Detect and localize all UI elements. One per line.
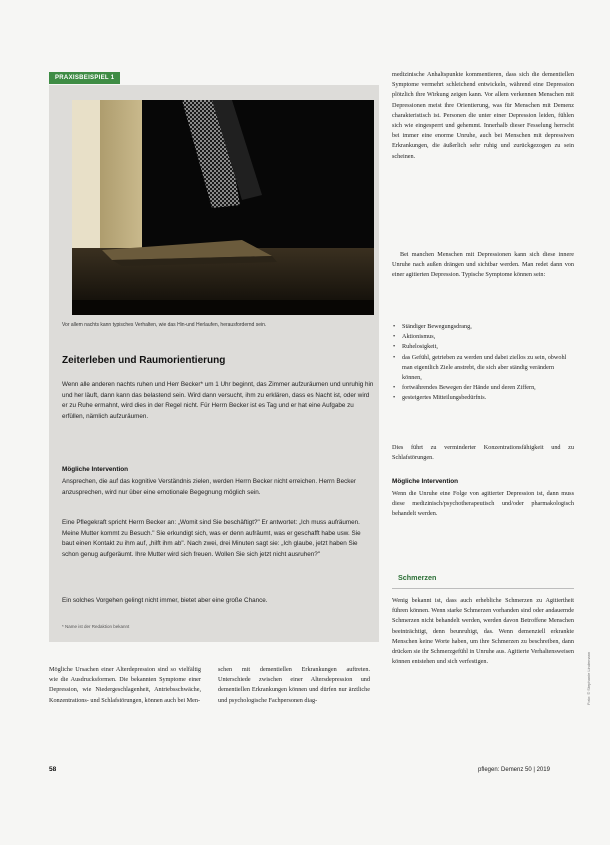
list-item: • Aktionismus, xyxy=(392,332,574,342)
symptom-list xyxy=(392,322,574,404)
list-item: • das Gefühl, getrieben zu werden und dabei ziellos zu sein, obwohl man eigentlich Ziele anstrebt, die sich aber ständig verändern können, xyxy=(392,353,574,384)
box-title: Zeiterleben und Raumorientierung xyxy=(62,355,226,366)
box-intro: Wenn alle anderen nachts ruhen und Herr Becker* um 1 Uhr beginnt, das Zimmer aufzuräumen und unruhig hin und her läuft, dann kann das belastend sein. Wird dann versucht, ihm zu erklären, dass es Nacht ist, oder wird er zu Ruhe ermahnt, wird dies in der Regel nicht. Für Herrn Becker ist es Tag und er hat eine Aufgabe zu erfüllen, nämlich aufzuräumen. xyxy=(62,381,374,420)
section-tag: PRAXISBEISPIEL 1 xyxy=(49,72,120,84)
list-item: • Ständiger Bewegungsdrang, xyxy=(392,322,574,332)
page-number: 58 xyxy=(49,766,57,773)
list-item: • fortwährendes Bewegen der Hände und deren Ziffern, xyxy=(392,383,574,393)
section-heading-schmerzen: Schmerzen xyxy=(398,573,437,582)
night-photo xyxy=(72,100,374,315)
right-paragraph-4: Wenn die Unruhe eine Folge von agitierter Depression ist, dann muss diese medizinisch/psychotherapeutisch und/oder pharmakologisch behandelt werden. xyxy=(392,490,574,518)
journal-name: pflegen: Demenz 50 | 2019 xyxy=(478,767,550,773)
box-paragraph-3: Eine Pflegekraft spricht Herrn Becker an: „Womit sind Sie beschäftigt?" Er antwortet: „Ich muss aufräumen. Meine Mutter kommt zu Besuch." Sie erkundigt sich, was er denn aufräumt, was er geschafft habe usw. Sie baut einen Kontakt zu ihm auf, „hilft ihm ab". Nach zwei, drei Minuten sagt sie: „Ich glaube, jetzt haben Sie schon genug aufgeräumt. Ihre Mutter wird sich freuen. Wollen Sie sich jetzt nicht ausruhen?" xyxy=(62,519,361,558)
box-footnote: * Name ist der Redaktion bekannt xyxy=(62,624,130,629)
photo-credit: Foto: © Stephanie Lindemann xyxy=(586,651,591,705)
bottom-column-2: schen mit dementiellen Erkrankungen auftreten. Unterschiede zwischen einer Altersdepression und dementiellen Erkrankungen können und dürfen nur ärztliche und psychologische Fachpersonen diag- xyxy=(218,666,370,704)
list-item: • Ruhelosigkeit, xyxy=(392,342,574,352)
right-paragraph-1: medizinische Anhaltspunkte kommentieren, dass sich die dementiellen Symptome vermehrt schleichend entwickeln, während eine Depression plötzlich ihre Wirkung zeigen kann. Vor allem verkennen Menschen mit Depressionen meist ihre Orientierung, was für Menschen mit Demenz charakteristisch ist. Personen die unter einer Depression leiden, fühlen sich wie eingesperrt und gehemmt. Innerhalb dieser Fesselung herrscht bei immer eine enorme Unruhe, auch bei Menschen mit depressiven Erkrankungen, die äußerlich sehr ruhig und zurückgezogen zu sein scheinen. xyxy=(392,71,574,160)
heading-divider xyxy=(392,588,574,589)
right-subheading: Mögliche Intervention xyxy=(392,478,459,485)
box-subheading: Mögliche Intervention xyxy=(62,466,129,473)
right-paragraph-2: Bei manchen Menschen mit Depressionen kann sich diese innere Unruhe nach außen drängen und sichtbar werden. Man redet dann von einer agitierten Depression. Typische Symptome können sein: xyxy=(392,251,574,279)
right-paragraph-5: Wenig bekannt ist, dass auch erhebliche Schmerzen zu Agitiertheit führen können. Wenn starke Schmerzen vorhanden sind oder andauernde Schmerzen nicht behandelt werden, werden davon Betroffene Menschen beeinträchtigt, denn beunruhigt, das. Wenn demenziell erkrankte Menschen keine Worte haben, um ihre Schmerzen zu beschreiben, dann drücken sie ihr Schmerzgefühl in Unruhe aus. Agitierte Verhaltensweisen können entstehen und sich verfestigen. xyxy=(392,597,574,666)
bottom-column-1: Mögliche Ursachen einer Alterdepression sind so vielfältig wie die Ausdrucksformen. Die bekannten Symptome einer Depression, wie Niedergeschlagenheit, Antriebsschwäche, Konzentrations- und Schlafstörungen, können auch bei Men- xyxy=(49,666,201,704)
photo-caption: Vor allem nachts kann typisches Verhalten, wie das Hin-und Herlaufen, herausfordernd sein. xyxy=(62,322,267,328)
box-paragraph-4: Ein solches Vorgehen gelingt nicht immer, bietet aber eine große Chance. xyxy=(62,597,268,604)
list-item: • gesteigertes Mitteilungsbedürfnis. xyxy=(392,393,574,403)
box-paragraph-2: Ansprechen, die auf das kognitive Verständnis zielen, werden Herrn Becker nicht erreichen. Herrn Becker anzusprechen, wird nur über eine emotionale Begegnung möglich sein. xyxy=(62,478,357,496)
right-paragraph-3: Dies führt zu verminderter Konzentrationsfähigkeit und zu Schlafstörungen. xyxy=(392,444,574,462)
